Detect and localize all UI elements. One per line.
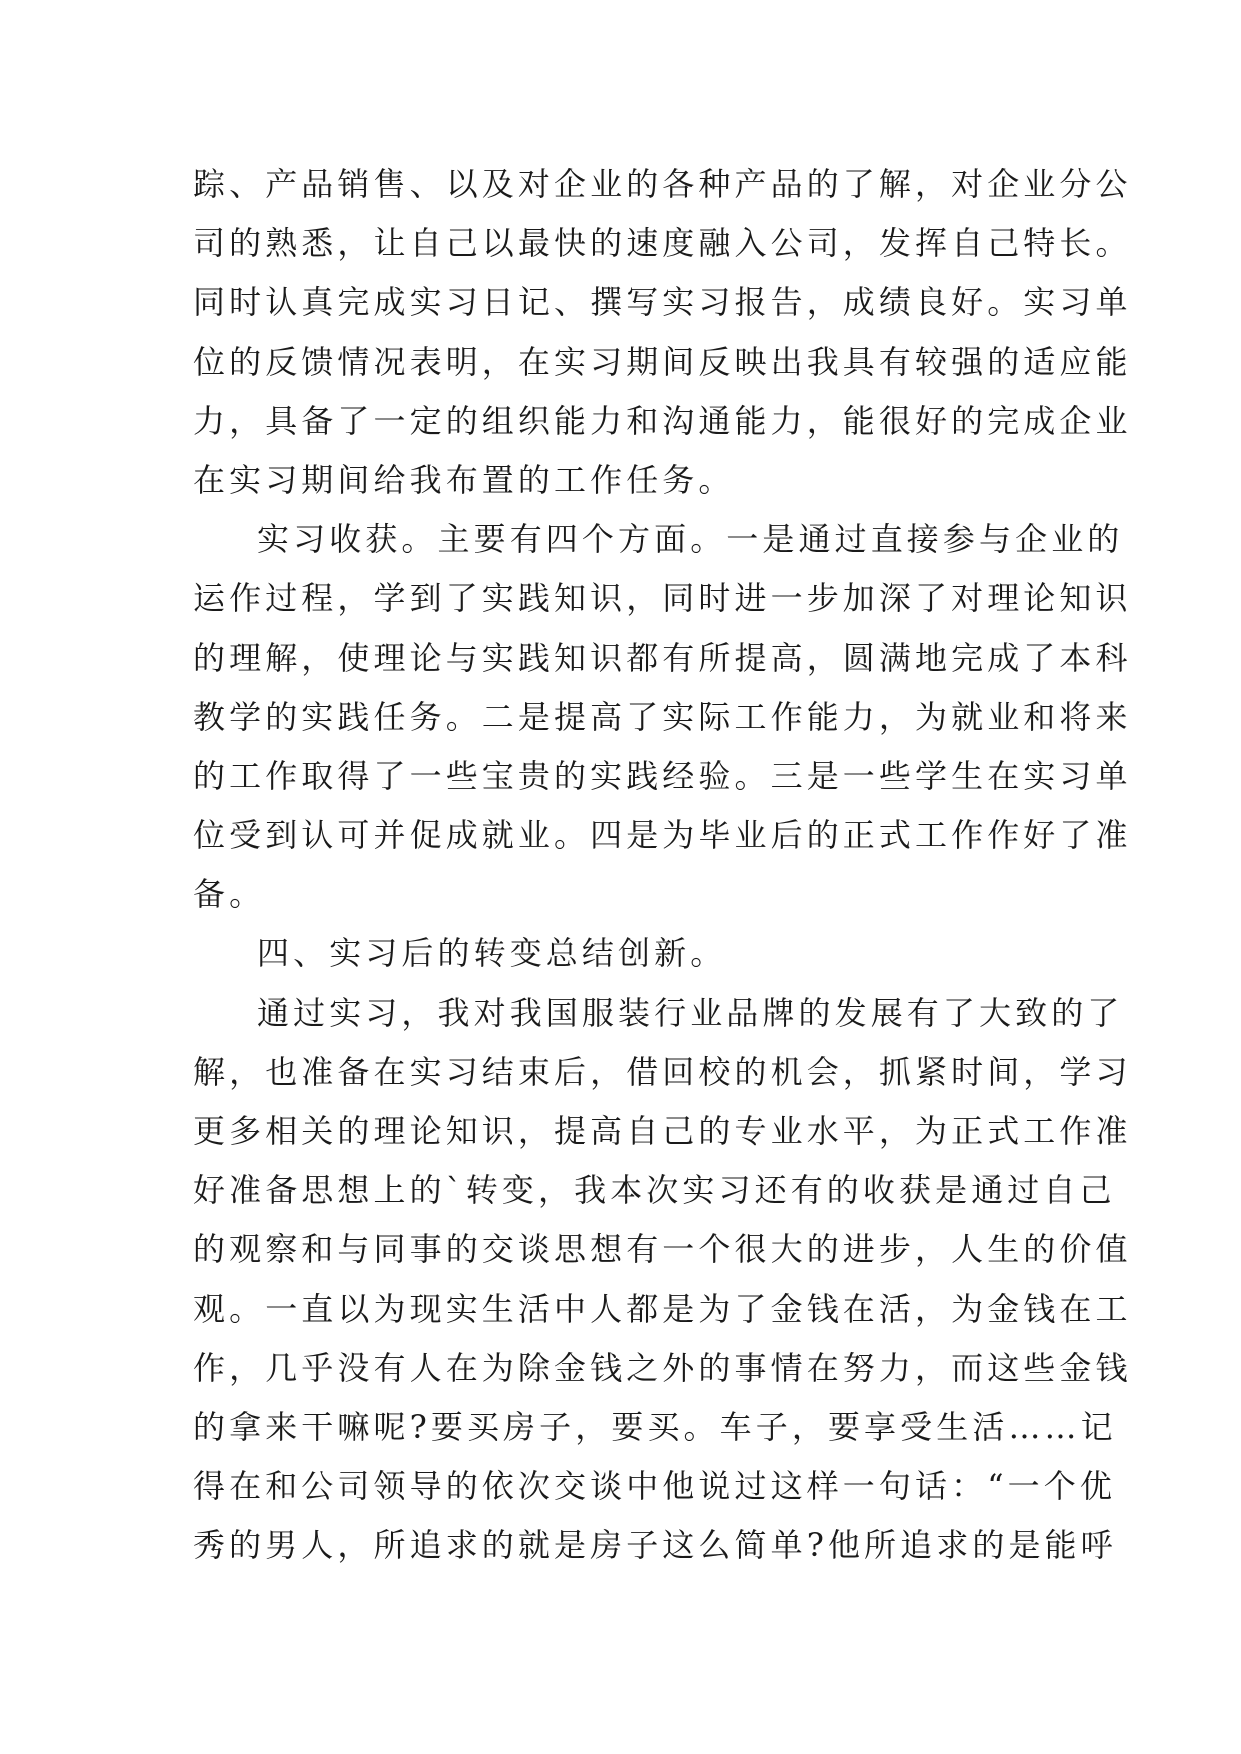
text-line: 作，几乎没有人在为除金钱之外的事情在努力，而这些金钱 [193,1348,1132,1387]
text-line: 的理解，使理论与实践知识都有所提高，圆满地完成了本科 [193,638,1132,677]
text-line: 在实习期间给我布置的工作任务。 [193,460,735,499]
text-line: 得在和公司领导的依次交谈中他说过这样一句话：“一个优 [193,1467,1116,1506]
text-line: 备。 [193,875,266,914]
text-line: 的工作取得了一些宝贵的实践经验。三是一些学生在实习单 [193,756,1132,795]
text-line: 好准备思想上的`转变，我本次实习还有的收获是通过自己 [193,1171,1116,1210]
text-line: 的拿来干嘛呢?要买房子，要买。车子，要享受生活……记 [193,1407,1117,1446]
text-line: 秀的男人，所追求的就是房子这么简单?他所追求的是能呼 [193,1526,1117,1565]
text-line: 同时认真完成实习日记、撰写实习报告，成绩良好。实习单 [193,283,1132,322]
text-line: 位受到认可并促成就业。四是为毕业后的正式工作作好了准 [193,816,1132,855]
text-line: 通过实习，我对我国服装行业品牌的发展有了大致的了 [257,993,1124,1032]
text-line: 教学的实践任务。二是提高了实际工作能力，为就业和将来 [193,697,1132,736]
text-line: 的观察和与同事的交谈思想有一个很大的进步，人生的价值 [193,1230,1132,1269]
text-line: 位的反馈情况表明，在实习期间反映出我具有较强的适应能 [193,342,1132,381]
text-line: 力，具备了一定的组织能力和沟通能力，能很好的完成企业 [193,401,1132,440]
text-line: 踪、产品销售、以及对企业的各种产品的了解，对企业分公 [193,165,1132,203]
text-line: 运作过程，学到了实践知识，同时进一步加深了对理论知识 [193,579,1132,618]
text-line: 实习收获。主要有四个方面。一是通过直接参与企业的 [257,520,1124,559]
text-line: 解，也准备在实习结束后，借回校的机会，抓紧时间，学习 [193,1052,1132,1091]
text-line: 观。一直以为现实生活中人都是为了金钱在活，为金钱在工 [193,1289,1132,1328]
text-line: 四、实习后的转变总结创新。 [257,934,727,973]
body-text [193,155,1132,1576]
text-line: 司的熟悉，让自己以最快的速度融入公司，发挥自己特长。 [193,224,1132,263]
text-line: 更多相关的理论知识，提高自己的专业水平，为正式工作准 [193,1112,1132,1150]
